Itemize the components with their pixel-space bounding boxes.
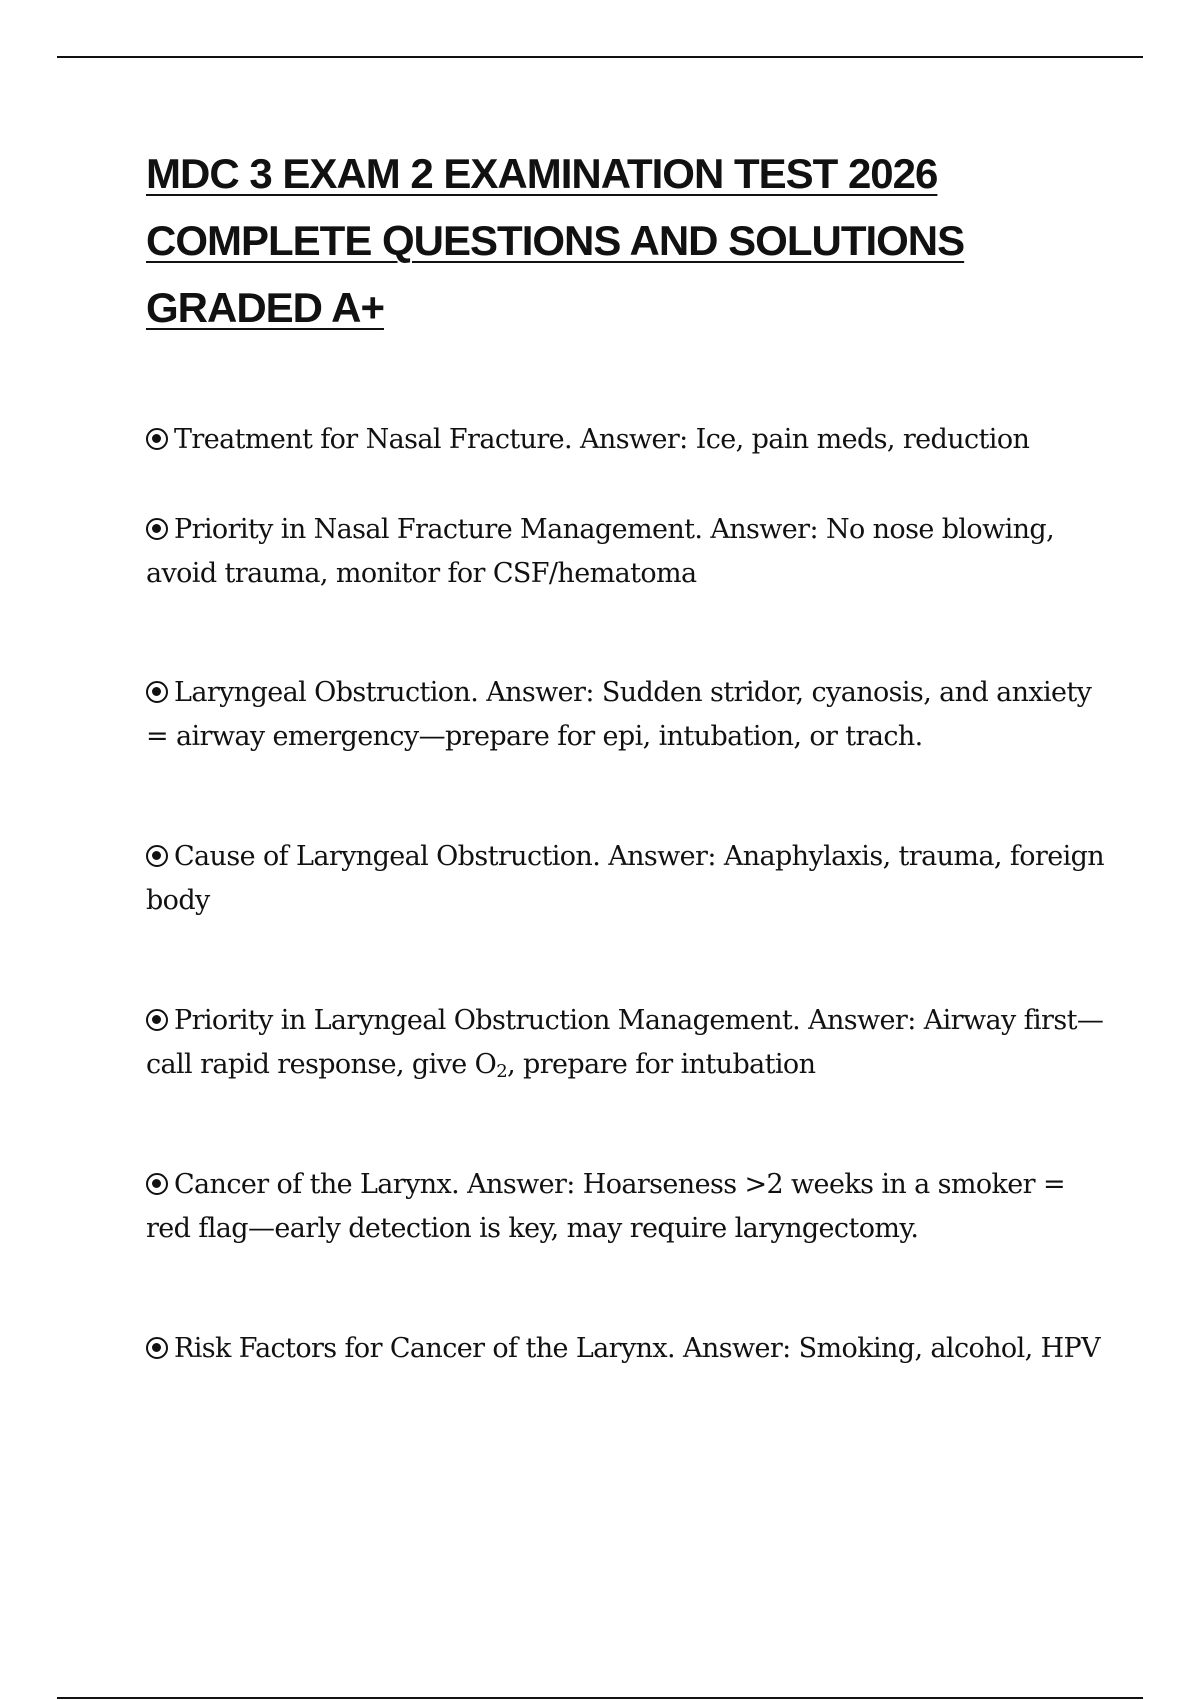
answer-label: Answer:: [808, 1005, 916, 1036]
answer-label: Answer:: [580, 424, 688, 455]
qa-item: [146, 835, 1106, 923]
top-divider: [57, 56, 1143, 58]
answer-label: Answer:: [683, 1333, 791, 1364]
qa-item: [146, 1163, 1106, 1251]
answer-text: Sudden stridor, cyanosis, and anxiety = airway emergency—prepare for epi, intubation, or trach.: [146, 677, 1092, 752]
bullet-icon: [146, 681, 168, 703]
qa-item: [146, 418, 1106, 462]
bullet-icon: [146, 845, 168, 867]
answer-text: No nose blowing, avoid trauma, monitor for CSF/hematoma: [146, 514, 1055, 589]
qa-item: [146, 1327, 1106, 1371]
title-line-3: GRADED A+: [146, 284, 384, 331]
bottom-divider: [57, 1697, 1143, 1699]
qa-item: [146, 671, 1106, 759]
answer-label: Answer:: [486, 677, 594, 708]
answer-text: Airway first—call rapid response, give $O_2$, prepare for intubation: [146, 1005, 1104, 1082]
answer-label: Answer:: [710, 514, 818, 545]
question-text: Priority in Laryngeal Obstruction Management.: [174, 1005, 801, 1036]
question-text: Laryngeal Obstruction.: [174, 677, 479, 708]
answer-text: Hoarseness >2 weeks in a smoker = red flag—early detection is key, may require laryngectomy.: [146, 1169, 1065, 1244]
qa-item: [146, 508, 1106, 596]
answer-label: Answer:: [467, 1169, 575, 1200]
answer-text: Anaphylaxis, trauma, foreign body: [146, 841, 1105, 916]
answer-label: Answer:: [608, 841, 716, 872]
title-line-2: COMPLETE QUESTIONS AND SOLUTIONS: [146, 217, 965, 264]
bullet-icon: [146, 428, 168, 450]
question-text: Priority in Nasal Fracture Management.: [174, 514, 703, 545]
bullet-icon: [146, 1337, 168, 1359]
document-title: [146, 140, 1046, 341]
title-line-1: MDC 3 EXAM 2 EXAMINATION TEST 2026: [146, 150, 938, 197]
answer-text: Smoking, alcohol, HPV: [798, 1333, 1100, 1364]
question-text: Cancer of the Larynx.: [174, 1169, 460, 1200]
question-text: Treatment for Nasal Fracture.: [174, 424, 573, 455]
question-text: Cause of Laryngeal Obstruction.: [174, 841, 601, 872]
question-text: Risk Factors for Cancer of the Larynx.: [174, 1333, 676, 1364]
bullet-icon: [146, 1009, 168, 1031]
qa-item: [146, 999, 1106, 1087]
bullet-icon: [146, 518, 168, 540]
bullet-icon: [146, 1173, 168, 1195]
answer-text: Ice, pain meds, reduction: [695, 424, 1030, 455]
